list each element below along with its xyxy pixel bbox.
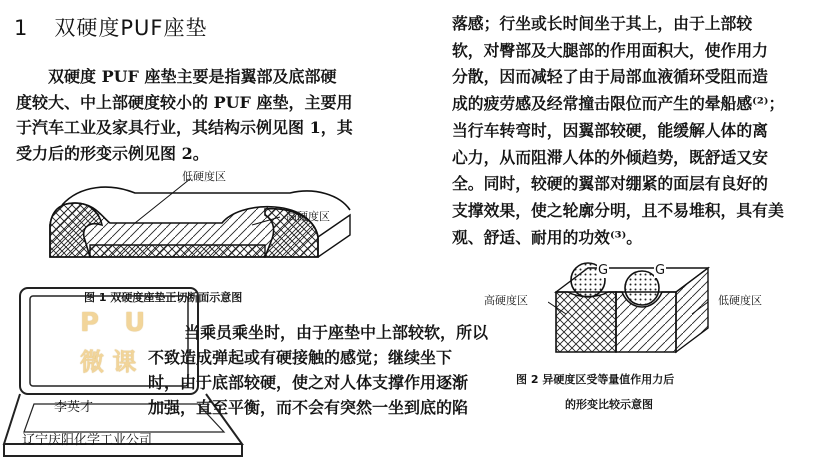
- continuation-line: 不致造成弹起或有硬接触的感觉；继续坐下: [148, 348, 453, 367]
- section-title: 双硬度PUF座垫: [54, 16, 208, 40]
- left-paragraph-line: 于汽车工业及家具行业，其结构示例见图 1，其: [16, 118, 353, 137]
- figure1-high-label: 高硬度区: [286, 210, 330, 223]
- figure2-caption-line1: 图 2 异硬度区受等量值作用力后: [516, 373, 675, 386]
- left-paragraph: [16, 64, 353, 166]
- right-paragraph-line: 成的疲劳感及经常撞击限位而产生的晕船感⁽²⁾；: [452, 94, 785, 114]
- right-paragraph-line: 全。同时，较硬的翼部对绷紧的面层有良好的: [452, 174, 768, 194]
- right-paragraph-line: 支撑效果，使之轮廓分明，且不易堆积，具有美: [452, 200, 784, 220]
- section-number: 1: [14, 16, 29, 40]
- figure1-caption: 图 1 双硬度座垫正切断面示意图: [84, 291, 243, 304]
- continuation-line: 当乘员乘坐时，由于座垫中上部较软，所以: [184, 323, 489, 342]
- right-paragraph: [452, 11, 784, 251]
- figure2-high-hardness-block: [556, 292, 616, 352]
- figure2-caption-line2: 的形变比较示意图: [565, 398, 653, 411]
- left-paragraph-line: 双硬度 PUF 座垫主要是指翼部及底部硬: [48, 67, 337, 86]
- pu-microlesson-logo: [80, 308, 153, 377]
- section-heading: [14, 12, 208, 42]
- right-paragraph-line: 观、舒适、耐用的功效⁽³⁾。: [452, 227, 643, 247]
- right-paragraph-line: 分散，因而减轻了由于局部血液循环受阻而造: [452, 67, 768, 87]
- right-paragraph-line: 心力，从而阻滞人体的外倾趋势，既舒适又安: [452, 147, 768, 167]
- left-paragraph-line: 度较大、中上部硬度较小的 PUF 座垫，主要用: [16, 92, 353, 112]
- bottom-high-hardness: [90, 245, 265, 257]
- logo-line2: 微 课: [80, 348, 137, 376]
- figure2-high-label: 高硬度区: [484, 294, 528, 307]
- right-paragraph-line: 落感；行坐或长时间坐于其上，由于上部较: [452, 14, 753, 33]
- author-name: 李英才: [54, 400, 94, 415]
- cushion-top-surface: [62, 187, 350, 210]
- continuation-line: 加强，直至平衡，而不会有突然一坐到底的陷: [148, 398, 469, 417]
- figure1-low-label: 低硬度区: [182, 170, 226, 183]
- figure2-ball-right-label: G: [655, 263, 666, 278]
- logo-line1: P U: [80, 308, 154, 338]
- continuation-paragraph: [148, 320, 488, 420]
- figure2-low-label: 低硬度区: [718, 294, 762, 307]
- continuation-line: 时，由于底部较硬，使之对人体支撑作用逐渐: [148, 373, 469, 392]
- figure2-drawing: [548, 252, 728, 360]
- figure2-ball-left-label: G: [598, 263, 609, 278]
- right-paragraph-line: 软，对臀部及大腿部的作用面积大，使作用力: [452, 40, 768, 60]
- right-paragraph-line: 当行车转弯时，因翼部较硬，能缓解人体的离: [452, 120, 768, 140]
- company-name: 辽宁庆阳化学工业公司: [22, 433, 153, 448]
- left-paragraph-line: 受力后的形变示例见图 2。: [16, 143, 209, 163]
